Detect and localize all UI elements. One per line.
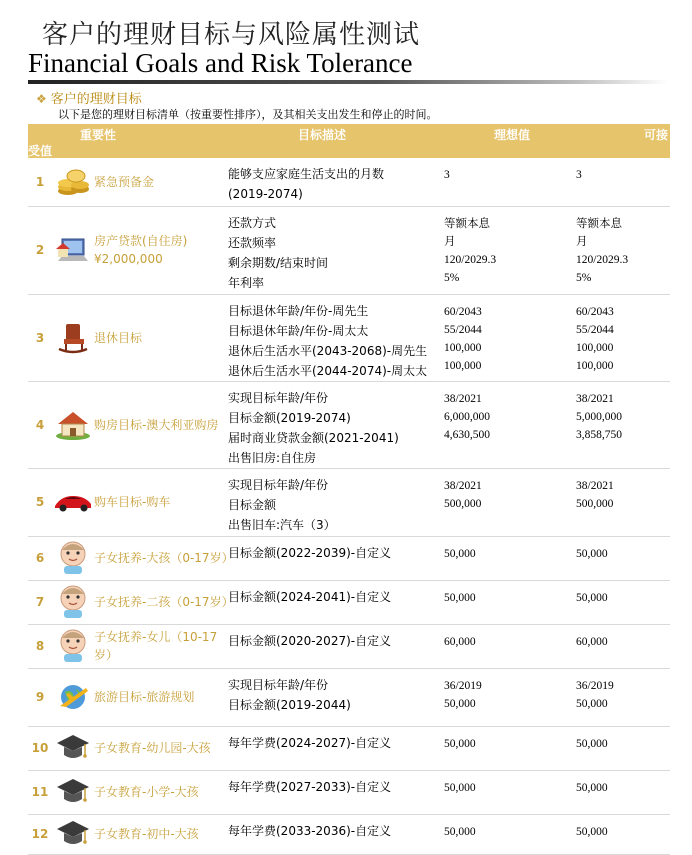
goal-name: 紧急预备金 (94, 158, 228, 206)
graduation-cap-icon (52, 775, 94, 809)
baby-face-icon (52, 540, 94, 576)
goal-description-line: 实现目标年龄/年份 (228, 677, 329, 692)
goal-description-line: 目标金额 (228, 497, 277, 512)
ideal-value-line: 月 (444, 235, 456, 248)
goal-description-line: 每年学费(2024-2027)-自定义 (228, 735, 392, 750)
red-car-icon (52, 490, 94, 514)
goal-description-line: 能够支应家庭生活支出的月数 (228, 167, 385, 181)
ideal-value-line: 50,000 (444, 825, 476, 838)
section-title: 客户的理财目标 (50, 92, 142, 107)
goal-name: 子女抚养-大孩（0-17岁） (94, 536, 228, 580)
ideal-value-line: 500,000 (444, 497, 482, 510)
feasible-value-cell (576, 381, 670, 468)
goal-description-line: 还款频率 (228, 235, 277, 250)
col-header-feasible: 可接 (644, 128, 669, 142)
goal-row (28, 468, 670, 536)
feasible-value-cell (576, 624, 670, 668)
goal-name: 子女抚养-二孩（0-17岁） (94, 580, 228, 624)
ideal-value-line: 38/2021 (444, 392, 482, 405)
ideal-value-cell (444, 814, 576, 854)
table-header (28, 124, 670, 158)
goal-icon-cell (52, 206, 94, 294)
feasible-value-line: 36/2019 (576, 679, 614, 692)
feasible-value-line: 100,000 (576, 341, 614, 354)
ideal-value-cell (444, 624, 576, 668)
feasible-value-line: 50,000 (576, 737, 608, 750)
goal-description-line: (2019-2074) (228, 187, 303, 201)
goal-description-line: 目标金额(2019-2074) (228, 410, 351, 425)
goal-description-line: 实现目标年龄/年份 (228, 390, 329, 405)
feasible-value-cell (576, 580, 670, 624)
col-header-feasible-cont: 受值 (28, 144, 53, 158)
goal-icon-cell (52, 536, 94, 580)
goal-description-line: 目标金额(2022-2039)-自定义 (228, 545, 392, 560)
ideal-value-line: 5% (444, 271, 460, 284)
feasible-value-line: 50,000 (576, 825, 608, 838)
goal-icon-cell (52, 158, 94, 206)
feasible-value-line: 月 (576, 235, 588, 248)
goal-row (28, 294, 670, 381)
goal-row (28, 206, 670, 294)
goal-description-cell (228, 468, 444, 536)
col-header-description: 目标描述 (298, 128, 347, 142)
ideal-value-line: 4,630,500 (444, 428, 490, 441)
goal-name: 购车目标-购车 (94, 468, 228, 536)
goal-description-line: 目标退休年龄/年份-周太太 (228, 323, 369, 338)
goal-description-cell (228, 770, 444, 814)
goal-description-line: 每年学费(2033-2036)-自定义 (228, 823, 392, 838)
goal-name: 购房目标-澳大利亚购房 (94, 381, 228, 468)
house-icon (52, 409, 94, 441)
goal-description-line: 退休后生活水平(2043-2068)-周先生 (228, 343, 428, 358)
ideal-value-cell (444, 294, 576, 381)
goal-row (28, 580, 670, 624)
ideal-value-line: 36/2019 (444, 679, 482, 692)
goal-name: 子女教育-小学-大孩 (94, 770, 228, 814)
goal-description-cell (228, 726, 444, 770)
goal-row (28, 381, 670, 468)
goal-description-line: 还款方式 (228, 215, 277, 230)
ideal-value-line: 50,000 (444, 547, 476, 560)
feasible-value-line: 38/2021 (576, 392, 614, 405)
feasible-value-cell (576, 158, 670, 206)
goal-icon-cell (52, 580, 94, 624)
feasible-value-cell (576, 536, 670, 580)
baby-face-icon (52, 584, 94, 620)
goal-row (28, 668, 670, 726)
ideal-value-cell (444, 536, 576, 580)
feasible-value-cell (576, 468, 670, 536)
goal-rank: 3 (28, 294, 52, 381)
ideal-value-line: 6,000,000 (444, 410, 490, 423)
col-header-importance: 重要性 (80, 128, 117, 142)
goal-description-cell (228, 624, 444, 668)
ideal-value-line: 100,000 (444, 341, 482, 354)
ideal-value-line: 50,000 (444, 591, 476, 604)
goal-rank: 1 (28, 158, 52, 206)
goal-name: 子女教育-初中-大孩 (94, 814, 228, 854)
feasible-value-line: 等额本息 (576, 217, 622, 230)
goal-rank: 6 (28, 536, 52, 580)
ideal-value-line: 60,000 (444, 635, 476, 648)
goal-description-cell (228, 206, 444, 294)
feasible-value-line: 50,000 (576, 697, 608, 710)
diamond-bullet-icon: ❖ (36, 92, 47, 106)
feasible-value-cell (576, 206, 670, 294)
page-title-cn: 客户的理财目标与风险属性测试 (42, 20, 421, 50)
baby-face-icon (52, 628, 94, 664)
goal-row (28, 770, 670, 814)
goal-description-line: 届时商业贷款金额(2021-2041) (228, 430, 399, 445)
goal-description-line: 出售旧房:自住房 (228, 450, 317, 465)
goal-rank: 4 (28, 381, 52, 468)
goal-icon-cell (52, 624, 94, 668)
gold-coins-icon (52, 167, 94, 197)
feasible-value-line: 100,000 (576, 359, 614, 372)
goal-row (28, 158, 670, 206)
ideal-value-line: 100,000 (444, 359, 482, 372)
ideal-value-cell (444, 158, 576, 206)
goal-description-cell (228, 381, 444, 468)
ideal-value-line: 55/2044 (444, 323, 482, 336)
ideal-value-cell (444, 206, 576, 294)
feasible-value-line: 120/2029.3 (576, 253, 629, 266)
goal-description-line: 目标退休年龄/年份-周先生 (228, 303, 369, 318)
goal-name: 房产贷款(自住房)¥2,000,000 (94, 206, 228, 294)
feasible-value-line: 38/2021 (576, 479, 614, 492)
feasible-value-cell (576, 814, 670, 854)
ideal-value-line: 等额本息 (444, 217, 490, 230)
col-header-ideal: 理想值 (494, 128, 531, 142)
ideal-value-line: 50,000 (444, 697, 476, 710)
goal-icon-cell (52, 294, 94, 381)
feasible-value-line: 3 (576, 169, 582, 181)
goals-table (28, 158, 670, 855)
ideal-value-line: 120/2029.3 (444, 253, 497, 266)
goal-icon-cell (52, 668, 94, 726)
ideal-value-cell (444, 580, 576, 624)
house-computer-icon (52, 235, 94, 265)
ideal-value-cell (444, 668, 576, 726)
feasible-value-line: 50,000 (576, 781, 608, 794)
goal-description-cell (228, 158, 444, 206)
goal-description-cell (228, 814, 444, 854)
goal-icon-cell (52, 468, 94, 536)
title-divider (28, 80, 668, 84)
goal-description-line: 退休后生活水平(2044-2074)-周太太 (228, 363, 428, 378)
feasible-value-cell (576, 294, 670, 381)
goal-rank: 12 (28, 814, 52, 854)
ideal-value-line: 3 (444, 169, 450, 181)
goal-icon-cell (52, 814, 94, 854)
goal-description-line: 实现目标年龄/年份 (228, 477, 329, 492)
goal-rank: 9 (28, 668, 52, 726)
graduation-cap-icon (52, 731, 94, 765)
goal-description-line: 年利率 (228, 275, 265, 290)
goal-row (28, 814, 670, 854)
goal-name: 退休目标 (94, 294, 228, 381)
goal-row (28, 726, 670, 770)
ideal-value-line: 60/2043 (444, 305, 482, 318)
goal-row (28, 624, 670, 668)
ideal-value-line: 50,000 (444, 737, 476, 750)
goal-icon-cell (52, 381, 94, 468)
goal-rank: 2 (28, 206, 52, 294)
ideal-value-cell (444, 468, 576, 536)
feasible-value-line: 5,000,000 (576, 410, 622, 423)
goal-description-line: 剩余期数/结束时间 (228, 255, 329, 270)
goal-description-line: 目标金额(2020-2027)-自定义 (228, 633, 392, 648)
section-heading (36, 88, 142, 107)
goal-rank: 11 (28, 770, 52, 814)
goal-rank: 8 (28, 624, 52, 668)
goal-rank: 10 (28, 726, 52, 770)
goal-description-line: 每年学费(2027-2033)-自定义 (228, 779, 392, 794)
goal-rank: 7 (28, 580, 52, 624)
page-title-en: Financial Goals and Risk Tolerance (28, 48, 413, 78)
goal-description-line: 出售旧车:汽车（3） (228, 517, 336, 532)
goal-description-cell (228, 536, 444, 580)
airplane-globe-icon (52, 680, 94, 714)
ideal-value-line: 50,000 (444, 781, 476, 794)
feasible-value-line: 60,000 (576, 635, 608, 648)
goal-name: 旅游目标-旅游规划 (94, 668, 228, 726)
goal-name: 子女教育-幼儿园-大孩 (94, 726, 228, 770)
goal-description-line: 目标金额(2024-2041)-自定义 (228, 589, 392, 604)
feasible-value-line: 60/2043 (576, 305, 614, 318)
feasible-value-line: 50,000 (576, 591, 608, 604)
ideal-value-line: 38/2021 (444, 479, 482, 492)
goal-icon-cell (52, 726, 94, 770)
graduation-cap-icon (52, 817, 94, 851)
feasible-value-line: 50,000 (576, 547, 608, 560)
ideal-value-cell (444, 726, 576, 770)
feasible-value-line: 55/2044 (576, 323, 614, 336)
feasible-value-line: 5% (576, 271, 592, 284)
goal-description-cell (228, 294, 444, 381)
feasible-value-line: 500,000 (576, 497, 614, 510)
goal-description-cell (228, 668, 444, 726)
goal-name: 子女抚养-女儿（10-17岁） (94, 624, 228, 668)
feasible-value-cell (576, 668, 670, 726)
rocking-chair-icon (52, 321, 94, 355)
goal-row (28, 536, 670, 580)
feasible-value-line: 3,858,750 (576, 428, 622, 441)
goal-description-cell (228, 580, 444, 624)
feasible-value-cell (576, 726, 670, 770)
ideal-value-cell (444, 381, 576, 468)
section-intro: 以下是您的理财目标清单（按重要性排序），及其相关支出发生和停止的时间。 (58, 108, 438, 121)
goal-rank: 5 (28, 468, 52, 536)
goal-icon-cell (52, 770, 94, 814)
feasible-value-cell (576, 770, 670, 814)
goal-description-line: 目标金额(2019-2044) (228, 697, 351, 712)
ideal-value-cell (444, 770, 576, 814)
